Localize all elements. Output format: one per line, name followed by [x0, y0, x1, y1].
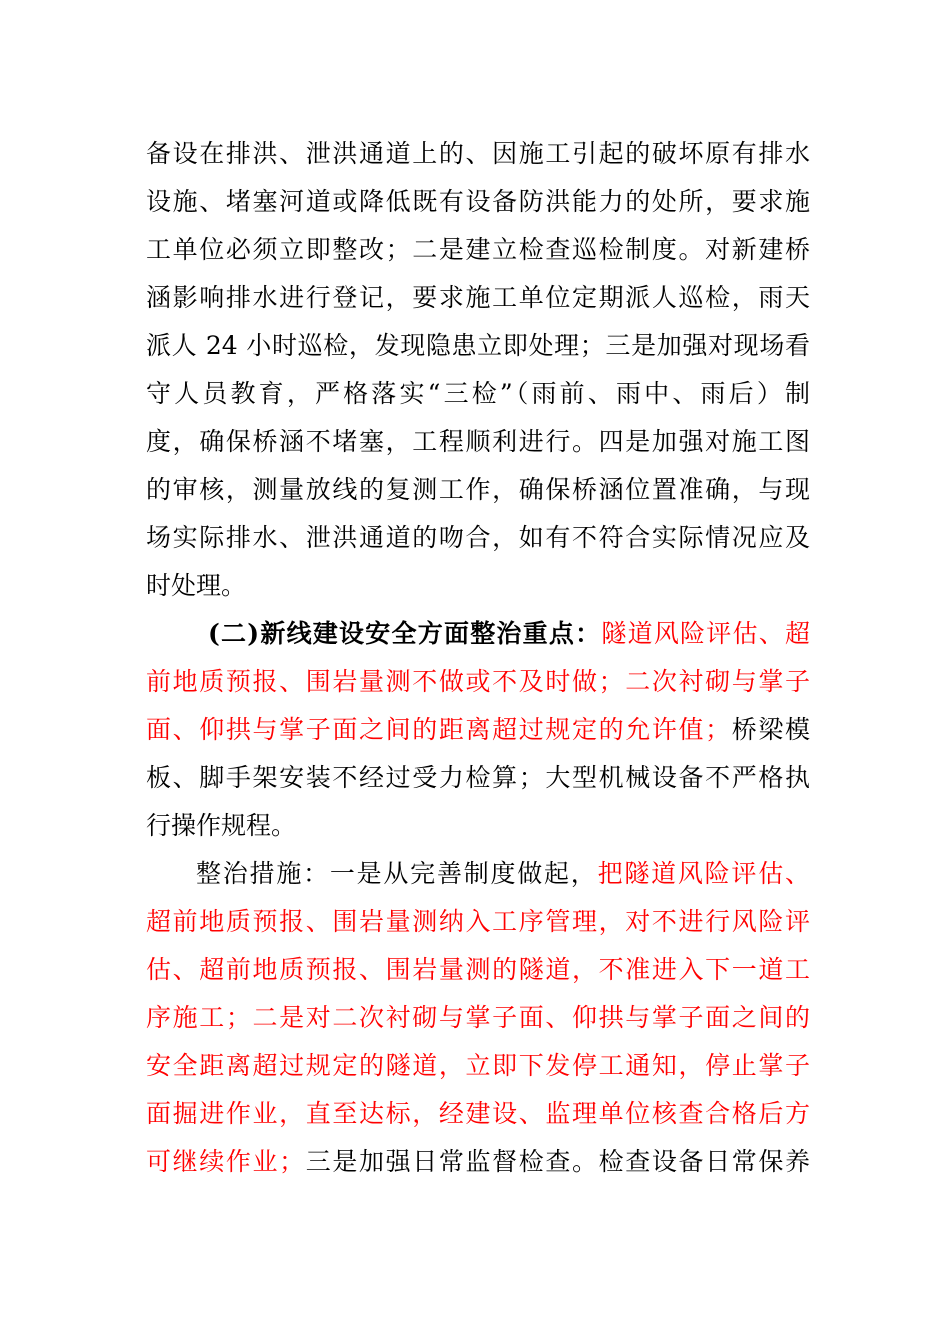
section-heading: (二)新线建设安全方面整治重点： [208, 619, 602, 648]
text-segment: 工单位必须立即整改；二是建立检查巡检制度。对新建桥 [146, 235, 810, 264]
text-segment: 桥梁模 [730, 715, 810, 744]
section-heading-line [146, 610, 810, 658]
text-line [146, 322, 810, 370]
highlighted-text: 隧道风险评估、超 [601, 619, 810, 648]
text-line [146, 946, 810, 994]
text-line [146, 514, 810, 562]
text-segment: 备设在排洪、泄洪通道上的、因施工引起的破坏原有排水 [146, 139, 810, 168]
text-segment: 整治措施：一是从完善制度做起， [196, 859, 598, 888]
text-line [146, 802, 810, 850]
highlighted-text: 可继续作业； [146, 1147, 305, 1176]
text-line [146, 1090, 810, 1138]
text-segment: 行操作规程。 [146, 811, 297, 840]
highlighted-text: 前地质预报、围岩量测不做或不及时做；二次衬砌与掌子 [146, 667, 810, 696]
highlighted-text: 面掘进作业，直至达标，经建设、监理单位核查合格后方 [146, 1099, 810, 1128]
text-segment: 三是加强日常监督检查。检查设备日常保养 [304, 1147, 810, 1176]
text-segment: 涵影响排水进行登记，要求施工单位定期派人巡检，雨天 [146, 283, 810, 312]
highlighted-text: 把隧道风险评估、 [597, 859, 810, 888]
text-line [146, 562, 810, 610]
text-line [146, 130, 810, 178]
highlighted-text: 估、超前地质预报、围岩量测的隧道，不准进入下一道工 [146, 955, 810, 984]
text-segment: 的审核，测量放线的复测工作，确保桥涵位置准确，与现 [146, 475, 810, 504]
text-segment: 时处理。 [146, 571, 247, 600]
text-line [146, 754, 810, 802]
text-segment: 度，确保桥涵不堵塞，工程顺利进行。四是加强对施工图 [146, 427, 810, 456]
highlighted-text: 超前地质预报、围岩量测纳入工序管理，对不进行风险评 [146, 907, 810, 936]
text-line [146, 370, 810, 418]
text-line [146, 274, 810, 322]
highlighted-text: 面、仰拱与掌子面之间的距离超过规定的允许值； [146, 715, 731, 744]
text-line [146, 898, 810, 946]
text-segment: 守人员教育，严格落实“三检”（雨前、雨中、雨后）制 [146, 379, 810, 408]
text-line [146, 994, 810, 1042]
text-line [146, 178, 810, 226]
text-segment: 派人 24 小时巡检，发现隐患立即处理；三是加强对现场看 [146, 331, 810, 360]
text-line [146, 658, 810, 706]
text-segment: 设施、堵塞河道或降低既有设备防洪能力的处所，要求施 [146, 187, 810, 216]
highlighted-text: 安全距离超过规定的隧道，立即下发停工通知，停止掌子 [146, 1051, 810, 1080]
text-line [146, 226, 810, 274]
text-line [146, 1138, 810, 1186]
text-line [146, 850, 810, 898]
text-line [146, 418, 810, 466]
text-line [146, 1042, 810, 1090]
text-line [146, 466, 810, 514]
text-line [146, 706, 810, 754]
text-segment: 板、脚手架安装不经过受力检算；大型机械设备不严格执 [146, 763, 810, 792]
text-segment: 场实际排水、泄洪通道的吻合，如有不符合实际情况应及 [146, 523, 810, 552]
highlighted-text: 序施工；二是对二次衬砌与掌子面、仰拱与掌子面之间的 [146, 1003, 810, 1032]
